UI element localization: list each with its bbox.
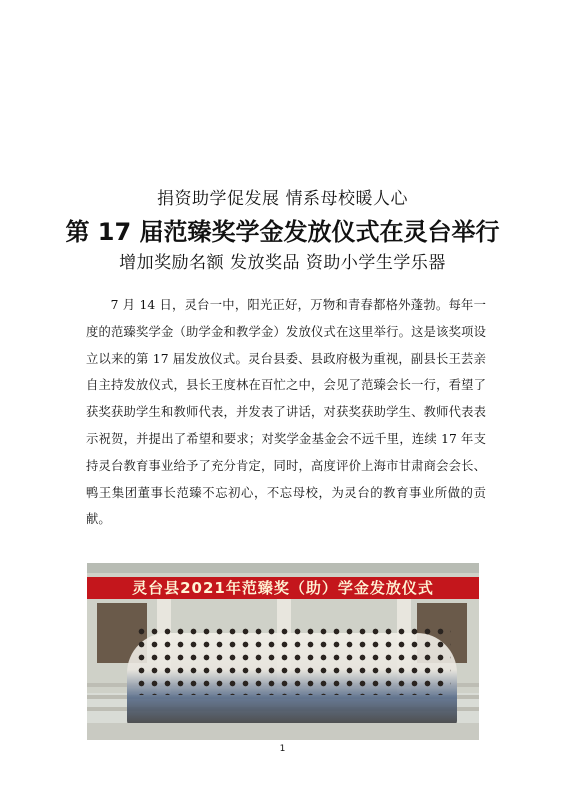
article-subtitle-bottom: 增加奖励名额 发放奖品 资助小学生学乐器	[119, 253, 446, 273]
photo-ground	[87, 723, 479, 740]
page-number: 1	[279, 744, 286, 754]
photo-crowd-heads	[135, 625, 451, 695]
article-title: 第 17 届范臻奖学金发放仪式在灵台举行	[65, 218, 500, 246]
photo-banner: 灵台县2021年范臻奖（助）学金发放仪式	[87, 577, 479, 599]
group-photo	[87, 563, 479, 740]
article-paragraph: 7 月 14 日，灵台一中，阳光正好，万物和青春都格外蓬勃。每年一度的范臻奖学金（助学金和教学金）发放仪式在这里举行。这是该奖项设立以来的第 17 届发放仪式。灵台县委、县政府极为重视，副县长王芸亲自主持发放仪式，县长王度林在百忙之中，会见了范臻会长一行，看望了获奖获助学生和教师代表，并发表了讲话，对获奖获助学生、教师代表表示祝贺，并提出了希望和要求；对奖学金基金会不远千里，连续 17 年支持灵台教育事业给予了充分肯定，同时，高度评价上海市甘肃商会会长、鸭王集团董事长范臻不忘初心，不忘母校，为灵台的教育事业所做的贡献。	[86, 298, 486, 527]
article-subtitle-top: 捐资助学促发展 情系母校暖人心	[157, 189, 408, 209]
